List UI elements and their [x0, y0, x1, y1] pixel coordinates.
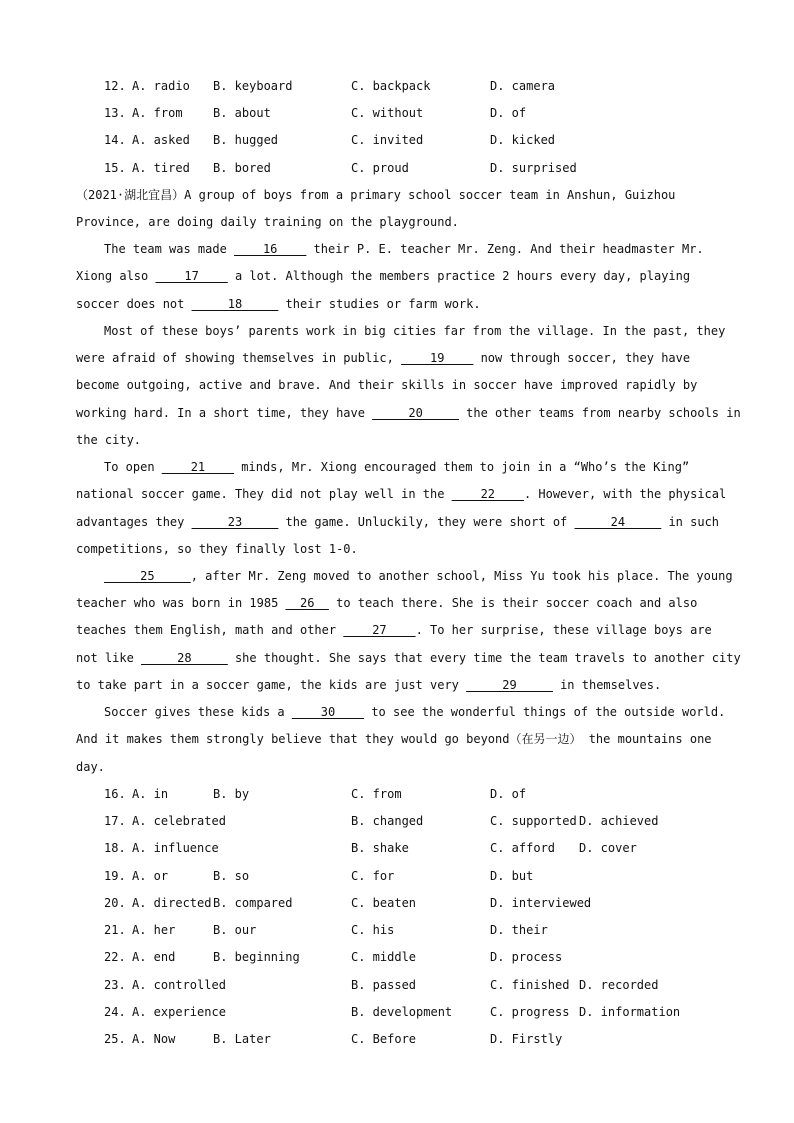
question-row	[104, 895, 724, 911]
passage-line: day.	[76, 760, 105, 774]
question-row	[104, 786, 724, 802]
question-number: 21.	[104, 923, 126, 937]
passage-text: national soccer game. They did not play well in the	[76, 487, 452, 501]
question-number: 18.	[104, 841, 126, 855]
passage-text: not like	[76, 651, 142, 665]
blank-30: ____30____	[291, 705, 365, 719]
option-d: D. interviewed	[490, 896, 592, 910]
passage-line	[104, 568, 733, 584]
option-c: C. Before	[351, 1032, 417, 1046]
question-row	[104, 160, 724, 176]
question-number: 16.	[104, 787, 126, 801]
passage-text: The team was made	[104, 242, 235, 256]
question-row	[104, 1031, 724, 1047]
passage-text: their studies or farm work.	[278, 297, 481, 311]
passage-text: . To her surprise, these village boys are	[415, 623, 712, 637]
blank-24: _____24_____	[574, 515, 662, 529]
question-row	[104, 949, 724, 965]
question-row	[104, 868, 724, 884]
option-b: B. compared	[213, 896, 293, 910]
passage-line	[76, 296, 481, 312]
passage-text: . However, with the physical	[523, 487, 727, 501]
passage-text: soccer does not	[76, 297, 192, 311]
option-a: A. Now	[132, 1032, 176, 1046]
option-d: D. information	[579, 1005, 681, 1019]
blank-17: ____17____	[155, 269, 228, 283]
option-b: B. about	[213, 106, 271, 120]
question-row	[104, 840, 724, 856]
option-c: C. afford	[490, 841, 556, 855]
blank-29: _____29_____	[466, 678, 553, 692]
option-a: A. influence	[132, 841, 219, 855]
passage-text: she thought. She says that every time the team travels to another city	[227, 651, 741, 665]
option-c: C. without	[351, 106, 424, 120]
passage-text: teaches them English, math and other	[76, 623, 344, 637]
option-a: A. in	[132, 787, 169, 801]
option-c: C. proud	[351, 161, 409, 175]
blank-19: ____19____	[401, 351, 474, 365]
passage-text: Xiong also	[76, 269, 156, 283]
question-number: 14.	[104, 133, 126, 147]
option-c: C. invited	[351, 133, 424, 147]
passage-text: working hard. In a short time, they have	[76, 406, 373, 420]
question-number: 25.	[104, 1032, 126, 1046]
passage-text: advantages they	[76, 515, 192, 529]
option-d: D. kicked	[490, 133, 556, 147]
option-b: B. keyboard	[213, 79, 293, 93]
passage-text: in themselves.	[552, 678, 662, 692]
question-row	[104, 105, 724, 121]
option-d: D. of	[490, 787, 527, 801]
option-a: A. her	[132, 923, 176, 937]
question-row	[104, 78, 724, 94]
blank-27: ____27____	[343, 623, 416, 637]
passage-text: their P. E. teacher Mr. Zeng. And their headmaster Mr.	[306, 242, 704, 256]
passage-line	[76, 268, 690, 284]
option-b: B. our	[213, 923, 257, 937]
option-a: A. controlled	[132, 978, 226, 992]
passage-text: teacher who was born in 1985	[76, 596, 286, 610]
passage-text: in such	[661, 515, 720, 529]
passage-line	[76, 595, 697, 611]
passage-line: Most of these boys’ parents work in big cities far from the village. In the past, they	[104, 324, 726, 338]
passage-text: to take part in a soccer game, the kids are just very	[76, 678, 467, 692]
option-a: A. experience	[132, 1005, 226, 1019]
option-b: B. by	[213, 787, 250, 801]
option-d: D. cover	[579, 841, 637, 855]
option-b: B. development	[351, 1005, 453, 1019]
option-b: B. Later	[213, 1032, 271, 1046]
option-a: A. directed	[132, 896, 212, 910]
passage-line	[104, 459, 689, 475]
option-b: B. passed	[351, 978, 417, 992]
option-b: B. beginning	[213, 950, 300, 964]
option-c: C. supported	[490, 814, 577, 828]
option-a: A. or	[132, 869, 169, 883]
passage-text: Soccer gives these kids a	[104, 705, 292, 719]
passage-text: were afraid of showing themselves in public,	[76, 351, 402, 365]
option-c: C. from	[351, 787, 402, 801]
option-d: D. Firstly	[490, 1032, 563, 1046]
option-a: A. celebrated	[132, 814, 226, 828]
passage-line: become outgoing, active and brave. And their skills in soccer have improved rapidly by	[76, 378, 698, 392]
blank-18: _____18_____	[191, 297, 279, 311]
passage-line: And it makes them strongly believe that they would go beyond（在另一边） the mountains one	[76, 732, 712, 746]
passage-line	[104, 241, 704, 257]
passage-line	[76, 677, 661, 693]
question-number: 24.	[104, 1005, 126, 1019]
passage-line	[76, 405, 741, 421]
blank-28: _____28_____	[141, 651, 228, 665]
option-a: A. asked	[132, 133, 190, 147]
option-b: B. bored	[213, 161, 271, 175]
passage-text: minds, Mr. Xiong encouraged them to join in a “Who’s the King”	[234, 460, 690, 474]
passage-line: Province, are doing daily training on the playground.	[76, 215, 459, 229]
passage-line	[76, 350, 690, 366]
passage-text: to see the wonderful things of the outside world.	[364, 705, 726, 719]
option-d: D. of	[490, 106, 527, 120]
passage-line	[76, 650, 741, 666]
option-d: D. camera	[490, 79, 556, 93]
passage-line	[76, 622, 712, 638]
question-number: 22.	[104, 950, 126, 964]
passage-line	[76, 486, 726, 502]
option-d: D. achieved	[579, 814, 659, 828]
blank-26: __26__	[285, 596, 329, 610]
passage-text: now through soccer, they have	[473, 351, 691, 365]
passage-line	[104, 704, 725, 720]
option-a: A. radio	[132, 79, 190, 93]
blank-25: _____25_____	[104, 569, 191, 583]
passage-text: to teach there. She is their soccer coach and also	[328, 596, 698, 610]
option-c: C. his	[351, 923, 395, 937]
question-number: 13.	[104, 106, 126, 120]
option-c: C. finished	[490, 978, 570, 992]
passage-line	[76, 514, 719, 530]
option-d: D. process	[490, 950, 563, 964]
passage-text: , after Mr. Zeng moved to another school, Miss Yu took his place. The young	[190, 569, 733, 583]
question-number: 12.	[104, 79, 126, 93]
option-a: A. end	[132, 950, 176, 964]
passage-line: competitions, so they finally lost 1-0.	[76, 542, 358, 556]
blank-16: ____16____	[234, 242, 307, 256]
option-b: B. shake	[351, 841, 409, 855]
option-c: C. for	[351, 869, 395, 883]
question-number: 15.	[104, 161, 126, 175]
passage-line: （2021·湖北宜昌）A group of boys from a primary school soccer team in Anshun, Guizhou	[76, 188, 676, 202]
question-row	[104, 132, 724, 148]
option-c: C. progress	[490, 1005, 570, 1019]
option-d: D. their	[490, 923, 548, 937]
option-c: C. middle	[351, 950, 417, 964]
passage-text: To open	[104, 460, 162, 474]
blank-21: ____21____	[161, 460, 235, 474]
option-c: C. backpack	[351, 79, 431, 93]
question-row	[104, 1004, 724, 1020]
option-c: C. beaten	[351, 896, 417, 910]
option-d: D. surprised	[490, 161, 577, 175]
passage-text: a lot. Although the members practice 2 hours every day, playing	[227, 269, 691, 283]
question-row	[104, 922, 724, 938]
question-number: 19.	[104, 869, 126, 883]
blank-22: ____22____	[451, 487, 524, 501]
passage-text: the other teams from nearby schools in	[458, 406, 741, 420]
option-b: B. so	[213, 869, 250, 883]
option-d: D. but	[490, 869, 534, 883]
question-number: 17.	[104, 814, 126, 828]
blank-20: _____20_____	[372, 406, 459, 420]
passage-line: the city.	[76, 433, 142, 447]
question-row	[104, 977, 724, 993]
option-d: D. recorded	[579, 978, 659, 992]
blank-23: _____23_____	[191, 515, 279, 529]
question-number: 23.	[104, 978, 126, 992]
question-number: 20.	[104, 896, 126, 910]
option-b: B. changed	[351, 814, 424, 828]
passage-text: the game. Unluckily, they were short of	[278, 515, 575, 529]
question-row	[104, 813, 724, 829]
option-a: A. from	[132, 106, 183, 120]
option-b: B. hugged	[213, 133, 279, 147]
option-a: A. tired	[132, 161, 190, 175]
